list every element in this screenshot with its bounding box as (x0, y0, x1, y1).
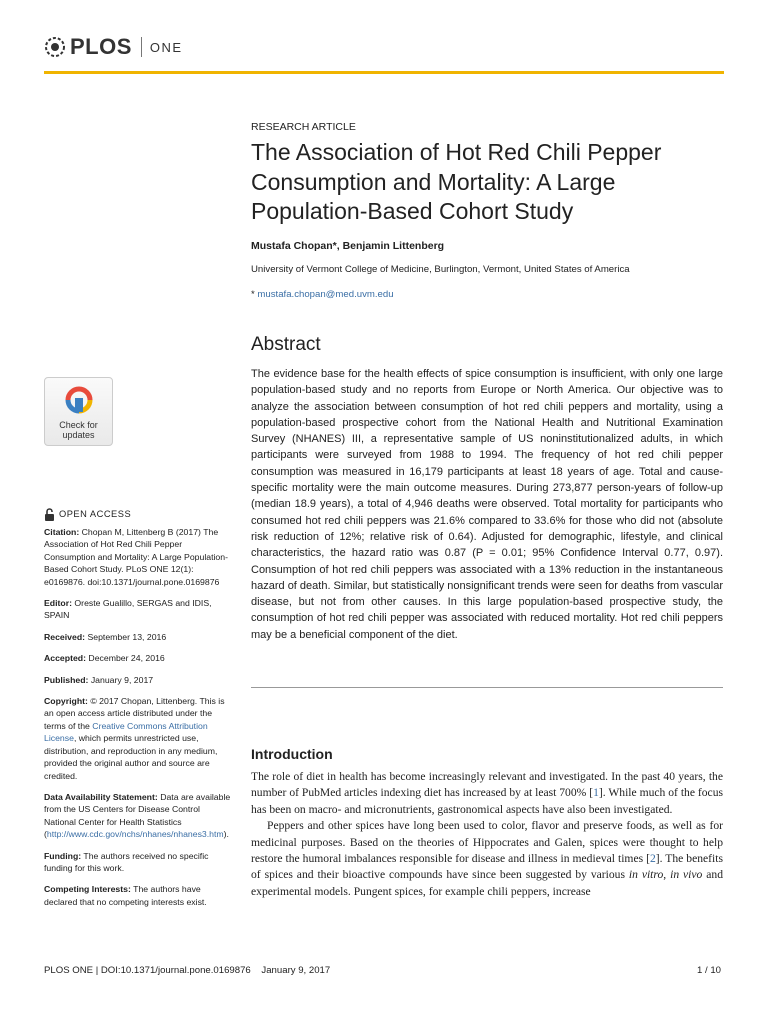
funding-text: The authors received no specific funding for this work. (44, 850, 209, 873)
intro-italic-2: in vivo (670, 868, 703, 882)
data-pre: Data are available from the US Centers for Disease Control National Center for Health Statistics ( (44, 791, 231, 840)
competing-text: The authors have declared that no competing interests exist. (44, 884, 207, 907)
open-access (44, 508, 232, 521)
affiliation: University of Vermont College of Medicine, Burlington, Vermont, United States of America (251, 264, 630, 275)
data-post: ). (223, 829, 229, 840)
funding-label: Funding: (44, 850, 82, 861)
page-header (0, 0, 768, 75)
license-link[interactable]: Creative Commons Attribution License (44, 720, 208, 744)
abstract-text: The evidence base for the health effects of spice consumption is insufficient, with only one large population-based study and no reports from Europe or North America. Our objective was to analyze the association between consumption of hot red chili peppers and mortality, using a population-based prospective cohort from the National Health and Nutritional Examination Survey (NHANES) III, a representative sample of US noninstitutionalized adults, in which participants were surveyed from 1988 to 1994. The frequency of hot red chili pepper consumption was measured in 16,179 participants at least 18 years of age. Total and cause-specific mortality were the main outcome measures. During 273,877 person-years of follow-up (median 18.9 years), a total of 4,946 deaths were observed. Total mortality for participants who consumed hot red chili peppers was 21.6% compared to 33.6% for those who did not (absolute risk reduction of 12%; relative risk of 0.64). Adjusted for demographic, lifestyle, and clinical characteristics, the hazard ratio was 0.87 (P = 0.01; 95% Confidence Interval 0.77, 0.97). Consumption of hot red chili peppers was associated with a 13% reduction in the instantaneous hazard of death. Similar, but statistically nonsignificant trends were seen for deaths from vascular disease, but not from other causes. In this large population-based prospective study, the consumption of hot red chili pepper was associated with reduced mortality. Hot red chili peppers may be a beneficial component of the diet. (251, 368, 724, 641)
corresponding-email[interactable] (251, 289, 394, 300)
intro-p2-post: and experimental models. Pungent spices, for example chili peppers, increase (251, 868, 724, 898)
received-text: September 13, 2016 (87, 631, 167, 642)
article-title: The Association of Hot Red Chili Pepper Consumption and Mortality: A Large Population-Based Cohort Study (251, 139, 662, 224)
editor (44, 597, 232, 622)
published (44, 674, 232, 686)
citation-label: Citation: (44, 527, 80, 537)
data-link[interactable]: http://www.cdc.gov/nchs/nhanes/nhanes3.htm (46, 829, 224, 840)
intro-p2-mid: ]. The benefits of spices and their bioactive compounds have since been suggested by various (251, 852, 723, 882)
email-link[interactable]: mustafa.chopan@med.uvm.edu (257, 289, 394, 300)
accepted-text: December 24, 2016 (88, 653, 165, 664)
check-for-updates-badge[interactable] (44, 377, 113, 446)
published-text: January 9, 2017 (90, 674, 154, 685)
citation-text: Chopan M, Littenberg B (2017) The Association of Hot Red Chili Pepper Consumption and Mortality: A Large Population-Based Cohort Study. PLoS ONE 12(1): e0169876. doi:10.1371/journal.pone.0169876 (44, 527, 228, 587)
editor-label: Editor: (44, 598, 72, 609)
accepted (44, 652, 232, 664)
intro-italic-1: in vitro (628, 868, 664, 882)
article-type: RESEARCH ARTICLE (251, 121, 356, 133)
logo-separator (141, 37, 142, 57)
intro-paragraph-1 (251, 769, 723, 818)
abstract-divider (251, 687, 723, 688)
received (44, 631, 232, 643)
editor-text: Oreste Gualillo, SERGAS and IDIS, SPAIN (44, 598, 212, 621)
open-access-label: OPEN ACCESS (59, 509, 132, 520)
abstract-heading: Abstract (251, 334, 321, 355)
copyright (44, 695, 232, 782)
plos-logo-icon (44, 36, 66, 58)
intro-paragraph-2 (251, 818, 723, 900)
copyright-post: , which permits unrestricted use, distribution, and reproduction in any medium, provided the original author and source are credited. (44, 733, 218, 781)
badge-line1: Check for (59, 420, 98, 430)
intro-p2-pre: Peppers and other spices have long been used to color, flavor and preserve foods, as well as for medicinal purposes. Based on the theories of Hippocrates and Galen, spices were thought to help restore the humoral imbalances responsible for disease and illness in medieval times [ (251, 819, 723, 866)
logo-suffix: ONE (149, 39, 183, 55)
header-rule (44, 71, 724, 74)
badge-text (45, 420, 112, 440)
data-label: Data Availability Statement: (44, 791, 158, 802)
copyright-label: Copyright: (44, 696, 88, 707)
accepted-label: Accepted: (44, 653, 86, 664)
introduction-body (251, 769, 723, 900)
page-number: 1 / 10 (697, 965, 722, 976)
competing-interests (44, 883, 232, 908)
intro-p1-pre: The role of diet in health has become increasingly relevant and investigated. In the past 40 years, the number of PubMed articles indexing diet has increased by at least 700% [ (251, 770, 723, 800)
footer-citation: PLOS ONE | DOI:10.1371/journal.pone.0169876 January 9, 2017 (44, 965, 331, 976)
logo-text: PLOS (70, 34, 132, 59)
copyright-pre: © 2017 Chopan, Littenberg. This is an open access article distributed under the terms of the (44, 696, 225, 731)
plos-one-logo[interactable] (44, 34, 183, 60)
email-star: * (251, 289, 255, 300)
intro-p2-comma: , (663, 868, 671, 882)
check-updates-icon (64, 384, 94, 418)
authors: Mustafa Chopan*, Benjamin Littenberg (251, 240, 445, 252)
badge-line2: updates (62, 430, 95, 440)
citation-ref-1[interactable]: 1 (593, 786, 599, 800)
citation-ref-2[interactable]: 2 (649, 852, 656, 866)
published-label: Published: (44, 674, 89, 685)
received-label: Received: (44, 631, 86, 642)
introduction-heading: Introduction (251, 746, 333, 762)
citation (44, 526, 232, 588)
article-info-sidebar (44, 508, 232, 917)
competing-label: Competing Interests: (44, 884, 131, 895)
open-lock-icon (44, 508, 55, 521)
data-availability (44, 791, 232, 841)
intro-p1-post: ]. While much of the focus has been on macro- and micronutrients, gastronomical aspects have also been investigated. (251, 786, 724, 816)
funding (44, 850, 232, 875)
